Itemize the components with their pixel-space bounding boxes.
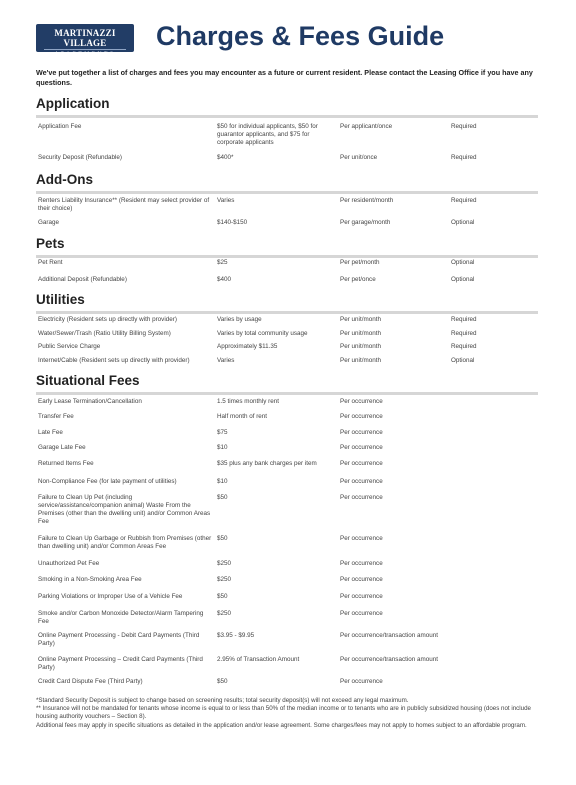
fee-name: Parking Violations or Improper Use of a Vehicle Fee bbox=[38, 593, 183, 600]
footnote: ** Insurance will not be mandated for tenants whose income is equal to or less than 50% of the median income or to tenants who are in publicly subsidized housing (does not include housing authority vouchers – Section 8). bbox=[36, 705, 531, 721]
fee-name: Public Service Charge bbox=[38, 343, 101, 350]
fee-name: Electricity (Resident sets up directly with provider) bbox=[38, 316, 177, 323]
section-pets bbox=[36, 236, 538, 283]
fee-amount: $250 bbox=[217, 560, 232, 567]
logo-sub: APARTMENTS bbox=[44, 49, 126, 58]
fee-amount: $10 bbox=[217, 444, 228, 451]
fee-frequency: Per unit/once bbox=[340, 154, 378, 161]
fee-name: Transfer Fee bbox=[38, 413, 74, 420]
logo-name: MARTINAZZI VILLAGE bbox=[54, 28, 116, 48]
fee-amount: $400* bbox=[217, 154, 234, 161]
fee-amount: Varies bbox=[217, 197, 235, 204]
fee-amount: $50 bbox=[217, 535, 228, 542]
fee-amount: $25 bbox=[217, 259, 228, 266]
fee-frequency: Per occurrence bbox=[340, 460, 383, 467]
fee-name: Early Lease Termination/Cancellation bbox=[38, 398, 142, 405]
fee-amount: 2.95% of Transaction Amount bbox=[217, 656, 300, 663]
fee-frequency: Per pet/month bbox=[340, 259, 380, 266]
fee-frequency: Per unit/month bbox=[340, 330, 381, 337]
fee-name: Internet/Cable (Resident sets up directly with provider) bbox=[38, 357, 190, 364]
section-add-ons bbox=[36, 172, 538, 226]
fee-name: Pet Rent bbox=[38, 259, 63, 266]
fee-frequency: Per occurrence bbox=[340, 535, 383, 542]
fee-requirement: Optional bbox=[451, 357, 475, 364]
fee-amount: Varies by total community usage bbox=[217, 330, 308, 337]
fee-amount: $140-$150 bbox=[217, 219, 248, 226]
footnote: Additional fees may apply in specific situations as detailed in the application and/or lease agreement. Some charges/fees may not apply to homes subject to an affordable program. bbox=[36, 721, 527, 729]
fee-frequency: Per resident/month bbox=[340, 197, 394, 204]
fee-amount: Varies bbox=[217, 357, 235, 364]
fee-amount: $50 bbox=[217, 678, 228, 685]
fee-name: Unauthorized Pet Fee bbox=[38, 560, 100, 567]
fee-amount: $35 plus any bank charges per item bbox=[217, 460, 317, 467]
fee-requirement: Required bbox=[451, 154, 477, 161]
fee-name: Failure to Clean Up Garbage or Rubbish from Premises (other than dwelling unit) and/or Common Areas Fee bbox=[38, 535, 212, 550]
fee-name: Security Deposit (Refundable) bbox=[38, 154, 122, 161]
fee-amount: $250 bbox=[217, 576, 232, 583]
fee-requirement: Optional bbox=[451, 219, 475, 226]
fee-frequency: Per garage/month bbox=[340, 219, 391, 226]
fee-name: Additional Deposit (Refundable) bbox=[38, 276, 127, 283]
fee-frequency: Per occurrence bbox=[340, 494, 383, 501]
fee-name: Garage bbox=[38, 219, 60, 226]
fee-name: Garage Late Fee bbox=[38, 444, 86, 451]
section-application bbox=[36, 96, 538, 161]
fee-name: Late Fee bbox=[38, 429, 63, 436]
fee-requirement: Optional bbox=[451, 259, 475, 266]
section-divider bbox=[36, 115, 538, 118]
section-heading: Pets bbox=[36, 236, 65, 251]
section-heading: Add-Ons bbox=[36, 172, 93, 187]
fee-frequency: Per occurrence bbox=[340, 413, 383, 420]
fee-amount: $3.95 - $9.95 bbox=[217, 632, 255, 639]
fee-name: Renters Liability Insurance** (Resident may select provider of their choice) bbox=[38, 197, 210, 212]
fee-requirement: Required bbox=[451, 197, 477, 204]
fee-requirement: Required bbox=[451, 316, 477, 323]
fee-requirement: Required bbox=[451, 330, 477, 337]
fee-name: Smoking in a Non-Smoking Area Fee bbox=[38, 576, 142, 583]
fee-frequency: Per unit/month bbox=[340, 357, 381, 364]
fee-amount: Half month of rent bbox=[217, 413, 268, 420]
section-heading: Situational Fees bbox=[36, 373, 140, 388]
section-divider bbox=[36, 255, 538, 258]
page-title: Charges & Fees Guide bbox=[156, 21, 445, 51]
fee-frequency: Per occurrence bbox=[340, 429, 383, 436]
fee-frequency: Per occurrence/transaction amount bbox=[340, 656, 439, 663]
section-divider bbox=[36, 191, 538, 194]
fee-requirement: Optional bbox=[451, 276, 475, 283]
fee-amount: $50 for individual applicants, $50 for guarantor applicants, and $75 for corporate applicants bbox=[217, 123, 318, 146]
fee-frequency: Per occurrence/transaction amount bbox=[340, 632, 439, 639]
fee-amount: $400 bbox=[217, 276, 232, 283]
fee-amount: $50 bbox=[217, 593, 228, 600]
fee-frequency: Per unit/month bbox=[340, 343, 381, 350]
fee-name: Smoke and/or Carbon Monoxide Detector/Alarm Tampering Fee bbox=[38, 610, 204, 625]
fee-name: Online Payment Processing – Credit Card Payments (Third Party) bbox=[38, 656, 203, 671]
fee-requirement: Required bbox=[451, 123, 477, 130]
fee-name: Online Payment Processing - Debit Card Payments (Third Party) bbox=[38, 632, 200, 647]
section-utilities bbox=[36, 292, 538, 364]
fee-frequency: Per occurrence bbox=[340, 593, 383, 600]
section-heading: Utilities bbox=[36, 292, 85, 307]
section-heading: Application bbox=[36, 96, 110, 111]
brand-logo bbox=[36, 24, 134, 57]
fee-frequency: Per occurrence bbox=[340, 398, 383, 405]
fee-name: Returned Items Fee bbox=[38, 460, 94, 467]
fee-amount: Varies by usage bbox=[217, 316, 262, 323]
fee-name: Failure to Clean Up Pet (including service/assistance/companion animal) Waste From the Premises (other than the dwelling unit) and/or Common Areas Fee bbox=[38, 494, 211, 525]
fee-amount: $250 bbox=[217, 610, 232, 617]
fee-amount: 1.5 times monthly rent bbox=[217, 398, 279, 405]
fee-amount: Approximately $11.35 bbox=[217, 343, 278, 350]
fee-amount: $75 bbox=[217, 429, 228, 436]
fee-requirement: Required bbox=[451, 343, 477, 350]
section-divider bbox=[36, 392, 538, 395]
section-situational-fees bbox=[36, 373, 538, 685]
fee-name: Credit Card Dispute Fee (Third Party) bbox=[38, 678, 143, 685]
fee-frequency: Per applicant/once bbox=[340, 123, 393, 130]
fee-name: Water/Sewer/Trash (Ratio Utility Billing System) bbox=[38, 330, 171, 337]
fee-frequency: Per pet/once bbox=[340, 276, 376, 283]
fee-frequency: Per occurrence bbox=[340, 560, 383, 567]
fee-frequency: Per occurrence bbox=[340, 678, 383, 685]
fee-frequency: Per occurrence bbox=[340, 610, 383, 617]
fee-frequency: Per occurrence bbox=[340, 444, 383, 451]
footnote: *Standard Security Deposit is subject to change based on screening results; total security deposit(s) will not exceed any legal maximum. bbox=[36, 697, 409, 704]
fee-name: Non-Compliance Fee (for late payment of utilities) bbox=[38, 478, 177, 485]
intro-text: We've put together a list of charges and fees you may encounter as a future or current resident. Please contact the Leasing Office if you have any questions. bbox=[36, 68, 533, 87]
fee-frequency: Per unit/month bbox=[340, 316, 381, 323]
fee-amount: $10 bbox=[217, 478, 228, 485]
fee-amount: $50 bbox=[217, 494, 228, 501]
footnotes bbox=[36, 697, 538, 730]
section-divider bbox=[36, 311, 538, 314]
fee-frequency: Per occurrence bbox=[340, 576, 383, 583]
fee-frequency: Per occurrence bbox=[340, 478, 383, 485]
fee-name: Application Fee bbox=[38, 123, 82, 130]
